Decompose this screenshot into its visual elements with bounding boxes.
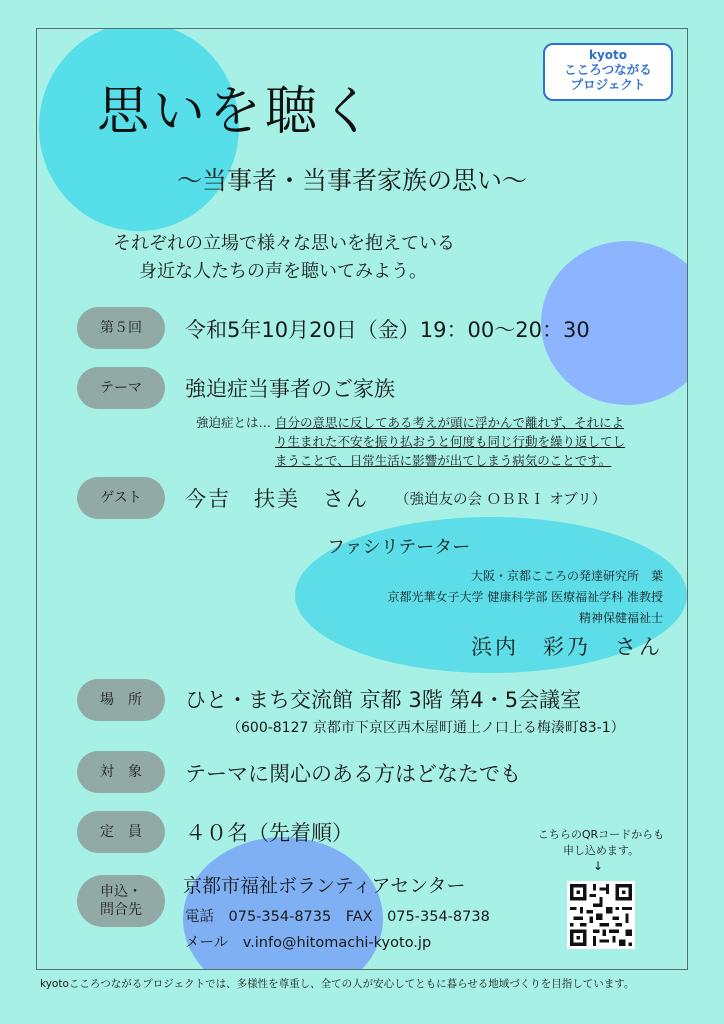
contact-label	[77, 875, 165, 927]
theme-value: 強迫症当事者のご家族	[185, 377, 395, 401]
page-subtitle: ～当事者・当事者家族の思い～	[177, 166, 528, 195]
facilitator-affiliation-2: 京都光華女子大学 健康科学部 医療福祉学科 准教授	[387, 590, 663, 604]
contact-organization: 京都市福祉ボランティアセンター	[183, 875, 466, 897]
project-logo	[543, 43, 673, 101]
qr-code-icon	[567, 881, 635, 949]
qr-note-line-2: 申し込めます。	[562, 844, 640, 857]
facilitator-heading: ファシリテーター	[327, 537, 471, 558]
footer-message: kyotoこころつながるプロジェクトでは、多様性を尊重し、全ての人が安心してともに暮らせる地域づくりを目指しています。	[40, 978, 635, 990]
facilitator-qualification: 精神保健福祉士	[578, 611, 663, 625]
contact-label-line-1: 申込・	[100, 884, 142, 900]
qr-code[interactable]	[567, 881, 635, 949]
contact-label-line-2: 問合先	[100, 902, 142, 918]
theme-desc-line: 自分の意思に反してある考えが頭に浮かんで離れず、それによ	[275, 415, 625, 430]
venue-name: ひと・まち交流館 京都 3階 第4・5会議室	[185, 688, 582, 712]
facilitator-name: 浜内 彩乃 さん	[471, 635, 663, 659]
poster-frame	[36, 28, 688, 970]
capacity-value: ４０名（先着順）	[185, 821, 353, 845]
venue-label: 場 所	[77, 679, 165, 721]
venue-address: （600-8127 京都市下京区西木屋町通上ノ口上る梅湊町83-1）	[227, 720, 625, 736]
theme-desc-label: 強迫症とは…	[196, 415, 272, 430]
theme-desc-line: り生まれた不安を振り払おうと何度も同じ行動を繰り返してし	[275, 434, 626, 449]
logo-line-2: こころつながる	[564, 62, 652, 77]
guest-name: 今吉 扶美 さん	[185, 487, 369, 511]
qr-note-line-1: こちらのQRコードからも	[537, 828, 665, 841]
capacity-label: 定 員	[77, 811, 165, 853]
guest-label: ゲスト	[77, 477, 165, 519]
theme-label: テーマ	[77, 367, 165, 409]
logo-line-3: プロジェクト	[570, 77, 646, 92]
session-label: 第５回	[77, 307, 165, 349]
qr-note	[531, 827, 671, 859]
lead-line-2: 身近な人たちの声を聴いてみよう。	[139, 261, 427, 282]
target-value: テーマに関心のある方はどなたでも	[185, 762, 521, 786]
session-datetime: 令和5年10月20日（金）19：00～20：30	[185, 318, 590, 342]
theme-desc-line: まうことで、日常生活に影響が出てしまう病気のことです。	[275, 453, 612, 468]
lead-line-1: それぞれの立場で様々な思いを抱えている	[113, 233, 455, 254]
theme-description	[275, 413, 673, 470]
page-title: 思いを聴く	[97, 82, 378, 142]
target-label: 対 象	[77, 751, 165, 793]
facilitator-affiliation-1: 大阪・京都こころの発達研究所 葉	[470, 569, 663, 583]
logo-line-1: kyoto	[588, 48, 628, 62]
contact-email: メール v.info@hitomachi-kyoto.jp	[185, 935, 432, 951]
guest-affiliation: （強迫友の会 ＯＢＲＩ オブリ）	[395, 492, 607, 508]
down-arrow-icon: ↓	[593, 859, 604, 873]
contact-phone-fax: 電話 075-354-8735 FAX 075-354-8738	[185, 909, 490, 925]
